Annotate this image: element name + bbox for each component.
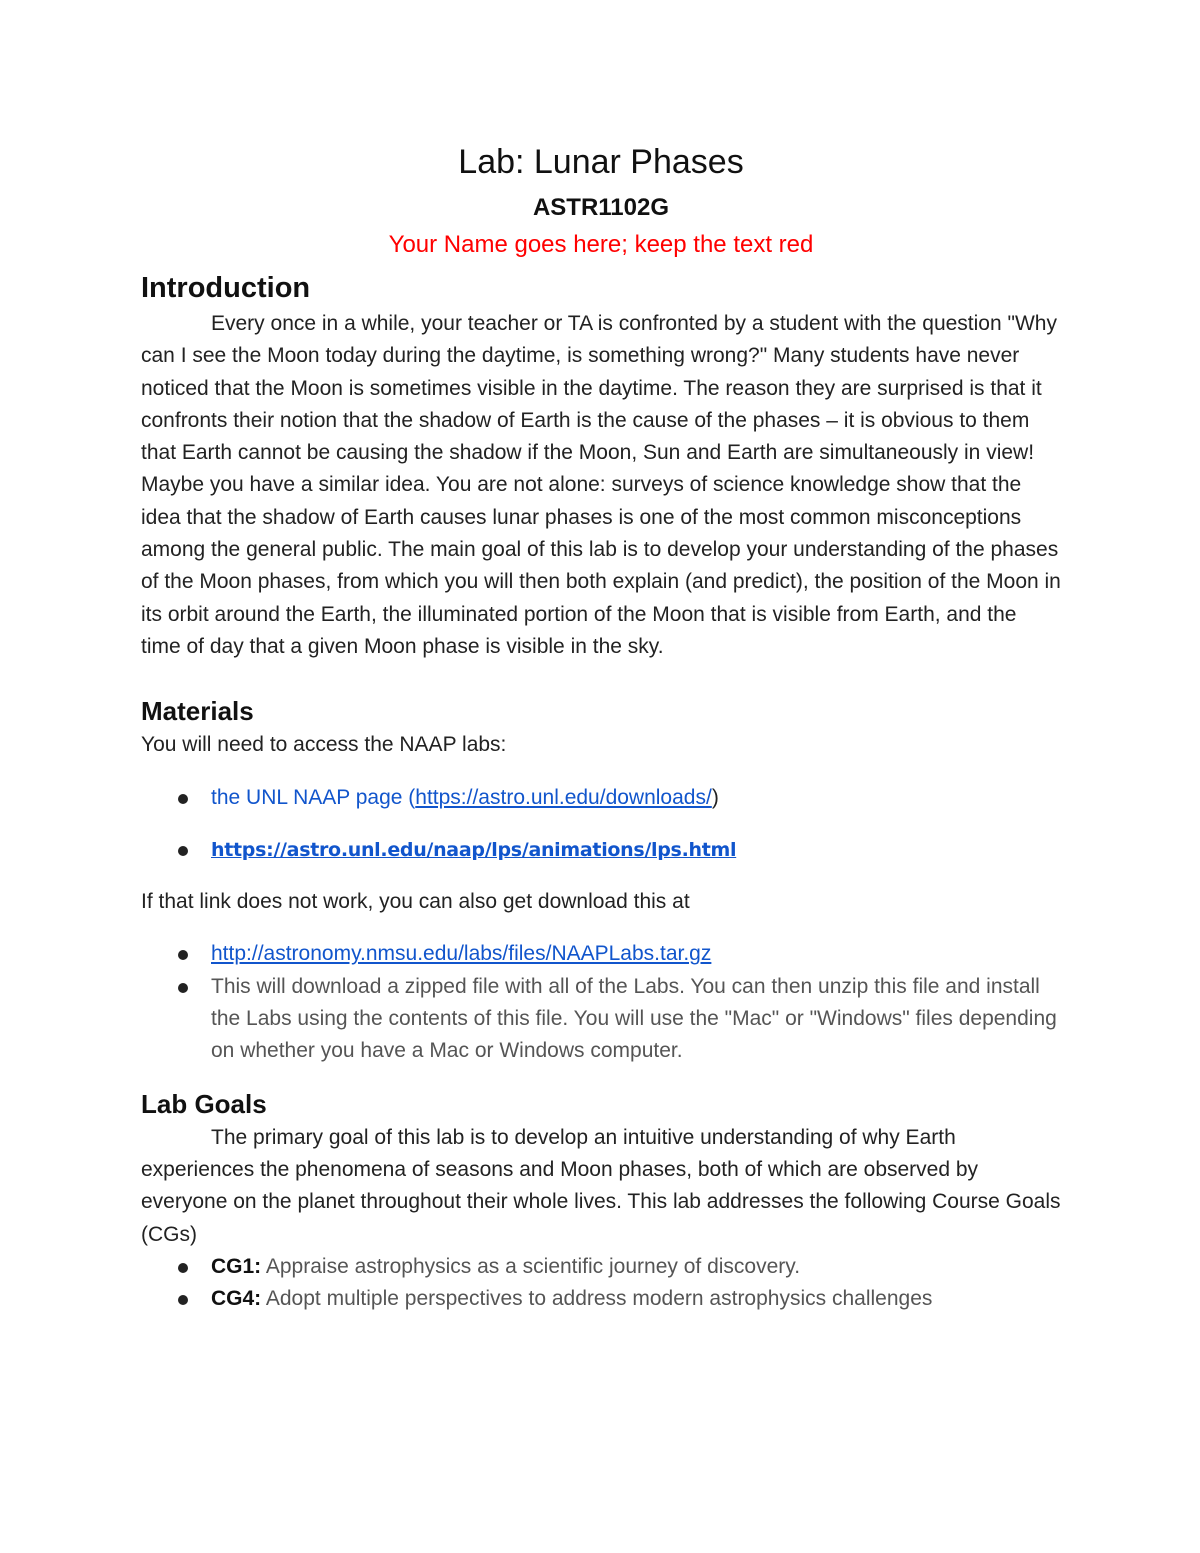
list-item [141,1283,1061,1315]
lps-animation-link[interactable]: https://astro.unl.edu/naap/lps/animations/lps.html [211,838,737,861]
introduction-heading: Introduction [141,272,311,304]
page-title: Lab: Lunar Phases [458,143,744,181]
download-instructions: This will download a zipped file with all of the Labs. You can then unzip this file and install the Labs using the contents of this file. You will use the "Mac" or "Windows" files depending on whether you have a Mac or Windows computer. [211,974,1057,1063]
bullet-icon [178,983,188,993]
unl-naap-label: the UNL NAAP page ( [211,785,416,809]
lab-goals-section [141,1086,1061,1316]
bullet-icon [178,950,188,960]
course-goal-text: Appraise astrophysics as a scientific journey of discovery. [261,1254,801,1278]
course-goal-label: CG4: [211,1287,262,1311]
course-goals-list [141,1251,1061,1316]
lab-goals-paragraph: The primary goal of this lab is to develop an intuitive understanding of why Earth experiences the phenomena of seasons and Moon phases, both of which are observed by everyone on the planet throughout their whole lives. This lab addresses the following Course Goals (CGs) [141,1125,1061,1246]
bullet-icon [178,1295,188,1305]
course-code: ASTR1102G [532,194,670,221]
nmsu-download-link[interactable]: http://astronomy.nmsu.edu/labs/files/NAAPLabs.tar.gz [211,942,712,966]
materials-list-2 [141,834,1061,866]
student-name-placeholder[interactable]: Your Name goes here; keep the text red [388,231,814,258]
materials-list [141,782,1061,814]
list-item [141,1251,1061,1283]
materials-section [141,693,1061,1067]
list-item [141,782,1061,814]
introduction-paragraph: Every once in a while, your teacher or TA is confronted by a student with the question "Why can I see the Moon today during the daytime, is something wrong?" Many students have never noticed that the Moon is sometimes visible in the daytime. The reason they are surprised is that it confronts their notion that the shadow of Earth is the cause of the phases – it is obvious to them that Earth cannot be causing the shadow if the Moon, Sun and Earth are simultaneously in view! Maybe you have a similar idea. You are not alone: surveys of science knowledge show that the idea that the shadow of Earth causes lunar phases is one of the most common misconceptions among the general public. The main goal of this lab is to develop your understanding of the phases of the Moon phases, from which you will then both explain (and predict), the position of the Moon in its orbit around the Earth, the illuminated portion of the Moon that is visible from Earth, and the time of day that a given Moon phase is visible in the sky. [141,312,1061,658]
unl-downloads-link[interactable]: https://astro.unl.edu/downloads/ [415,785,712,809]
materials-intro: You will need to access the NAAP labs: [141,733,507,757]
paren-close: ) [711,785,719,809]
bullet-icon [178,794,188,804]
lab-goals-heading: Lab Goals [141,1088,267,1119]
list-item [141,834,1061,866]
introduction-section [141,268,1061,663]
bullet-icon [178,846,188,856]
list-item [141,971,1061,1068]
bullet-icon [178,1263,188,1273]
download-list [141,938,1061,1067]
fallback-text: If that link does not work, you can also get download this at [141,890,690,914]
course-goal-label: CG1: [211,1254,262,1278]
list-item [141,938,1061,970]
document-page [141,140,1061,1315]
course-goal-text: Adopt multiple perspectives to address modern astrophysics challenges [261,1287,933,1311]
materials-heading: Materials [141,696,254,727]
